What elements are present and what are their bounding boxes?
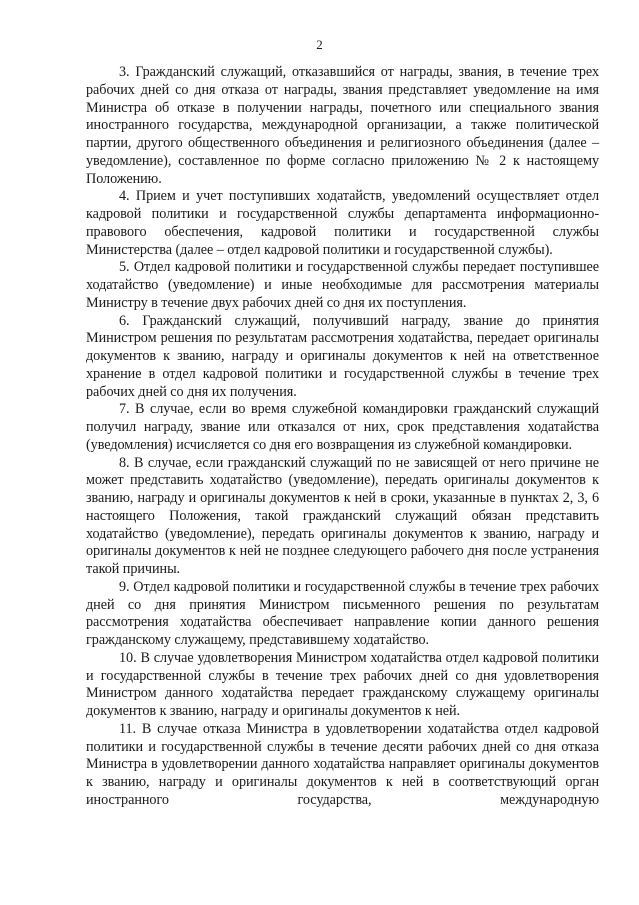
paragraph-4: 4. Прием и учет поступивших ходатайств, уведомлений осуществляет отдел кадровой политики и государственной службы департамента информационно-правового обеспечения, кадровой политики и государственной службы Министерства (далее – отдел кадровой политики и государственной службы). <box>86 188 599 258</box>
paragraph-6: 6. Гражданский служащий, получивший награду, звание до принятия Министром решения по результатам рассмотрения ходатайства, передает оригиналы документов к званию, награду и оригиналы документов к ней на ответственное хранение в отдел кадровой политики и государственной службы в течение трех рабочих дней со дня их получения. <box>86 312 599 400</box>
paragraph-7: 7. В случае, если во время служебной командировки гражданский служащий получил награду, звание или отказался от них, срок представления ходатайства (уведомления) исчисляется со дня его возвращения из служебной командировки. <box>86 401 599 453</box>
document-body <box>86 64 599 810</box>
paragraph-8: 8. В случае, если гражданский служащий по не зависящей от него причине не может представить ходатайство (уведомление), передать оригиналы документов к званию, награду и оригиналы документов к ней в сроки, указанные в пунктах 2, 3, 6 настоящего Положения, такой гражданский служащий обязан представить ходатайство (уведомление), передать оригиналы документов к званию, награду и оригиналы документов к ней не позднее следующего рабочего дня после устранения такой причины. <box>86 454 599 577</box>
paragraph-11: 11. В случае отказа Министра в удовлетворении ходатайства отдел кадровой политики и государственной службы в течение десяти рабочих дней со дня отказа Министра в удовлетворении данного ходатайства направляет оригиналы документов к званию, награду и оригиналы документов к ней в соответствующий орган иностранного государства, международную <box>86 720 599 808</box>
paragraph-9: 9. Отдел кадровой политики и государственной службы в течение трех рабочих дней со дня принятия Министром письменного решения по результатам рассмотрения ходатайства обеспечивает направление копии данного решения гражданскому служащему, представившему ходатайство. <box>86 578 599 648</box>
paragraph-10: 10. В случае удовлетворения Министром ходатайства отдел кадровой политики и государственной службы в течение трех рабочих дней со дня удовлетворения Министром данного ходатайства передает гражданскому служащему оригиналы документов к званию, награду и оригиналы документов к ней. <box>86 649 599 719</box>
page-number: 2 <box>316 37 323 52</box>
paragraph-5: 5. Отдел кадровой политики и государственной службы передает поступившее ходатайство (уведомление) и иные необходимые для рассмотрения материалы Министру в течение двух рабочих дней со дня их поступления. <box>86 259 599 311</box>
paragraph-3: 3. Гражданский служащий, отказавшийся от награды, звания, в течение трех рабочих дней со дня отказа от награды, звания представляет уведомление на имя Министра об отказе в получении награды, почетного или специального звания иностранного государства, международной организации, а также политической партии, другого общественного объединения и религиозного объединения (далее – уведомление), составленное по форме согласно приложению № 2 к настоящему Положению. <box>86 64 599 187</box>
